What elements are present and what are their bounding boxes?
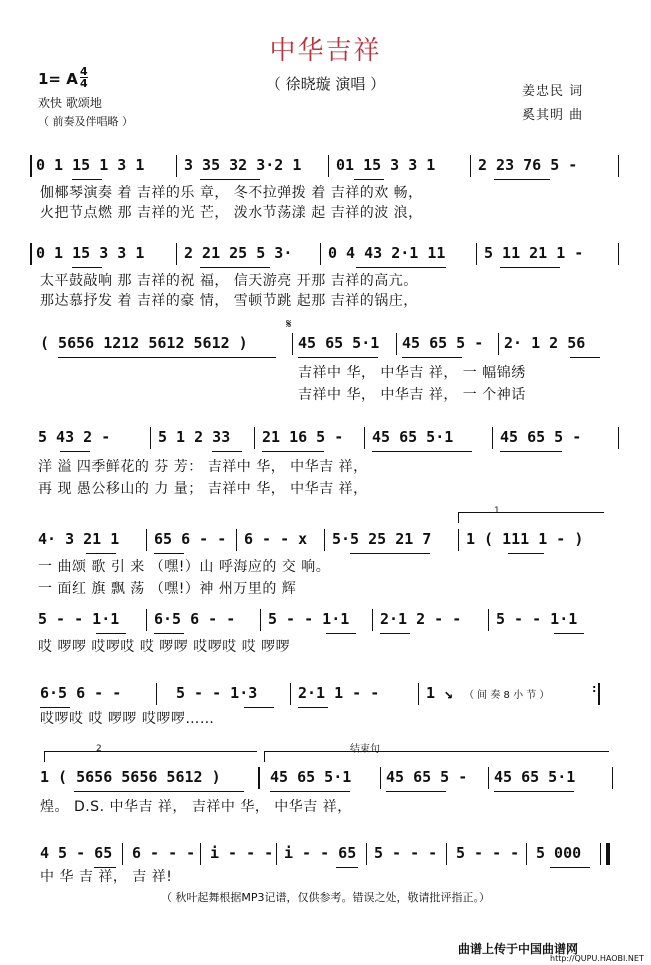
- measure: 5 - - 1·1: [496, 610, 578, 628]
- barline: [30, 155, 32, 177]
- measure: 45 65 5·1: [298, 334, 380, 352]
- time-signature-bottom: 4: [80, 77, 88, 90]
- beam: [244, 707, 274, 708]
- barline: [254, 427, 255, 449]
- barline: [290, 683, 291, 705]
- score-row-3: [0, 330, 651, 356]
- barline: [618, 427, 619, 449]
- beam: [298, 357, 378, 358]
- barline: [366, 843, 367, 865]
- lyric-line-1: 一 曲颂 歌 引 来 （嘿!）山 呼海应的 交 响。: [38, 559, 331, 575]
- measure: 65 6 - -: [154, 530, 227, 548]
- beam: [212, 451, 242, 452]
- barline: [146, 529, 147, 551]
- barline: [364, 427, 365, 449]
- beam: [500, 451, 562, 452]
- barline: [324, 529, 325, 551]
- beam: [72, 179, 102, 180]
- measure: 45 65 5 -: [500, 428, 582, 446]
- measure: i - - 65: [284, 844, 357, 862]
- measure: 5 - - 1·1: [38, 610, 120, 628]
- barline: [380, 767, 381, 789]
- beam: [326, 633, 356, 634]
- lyric-line-2: 再 现 愚公移山的 力 量； 吉祥中 华， 中华吉 祥，: [38, 481, 368, 497]
- measure: 0 4 43 2·1 11: [328, 244, 446, 262]
- barline: [618, 155, 619, 177]
- song-title: 中华吉祥: [269, 36, 382, 66]
- composer-credit: 奚其明 曲: [522, 108, 584, 123]
- barline: [526, 843, 527, 865]
- repeat-barline: [258, 767, 260, 789]
- barline: [176, 243, 177, 265]
- measure: 2· 1 2 56: [504, 334, 586, 352]
- lyric-line-1: 中 华 吉 祥， 吉 祥!: [40, 869, 173, 885]
- score-row-2: [0, 240, 651, 266]
- measure: 45 65 5 -: [386, 768, 468, 786]
- measure: 6·5 6 - -: [154, 610, 236, 628]
- time-signature-top: 4: [80, 65, 88, 78]
- measure: 01 15 3 3 1: [336, 156, 436, 174]
- beam: [298, 707, 328, 708]
- barline: [446, 843, 447, 865]
- barline: [488, 609, 489, 631]
- measure: 5 - - -: [456, 844, 520, 862]
- measure: 3 35 32 3·2 1: [184, 156, 302, 174]
- barline: [612, 767, 613, 789]
- barline: [328, 155, 329, 177]
- beam: [96, 633, 126, 634]
- measure: 0 1 15 3 3 1: [36, 244, 145, 262]
- key-signature: 1= A: [38, 70, 78, 88]
- measure: 5 43 2 -: [38, 428, 111, 446]
- score-row-9: [0, 840, 651, 866]
- first-ending-number: 1: [494, 506, 500, 516]
- segno-sign: 𝄋: [286, 317, 292, 332]
- barline: [146, 609, 147, 631]
- lyric-line-2: 一 面红 旗 飘 荡 （嘿!）神 州万里的 辉: [38, 581, 297, 597]
- measure: 45 65 5·1: [494, 768, 576, 786]
- measure: 4· 3 21 1: [38, 530, 120, 548]
- measure: 2·1 2 - -: [380, 610, 462, 628]
- beam: [60, 451, 90, 452]
- beam: [58, 357, 276, 358]
- measure: 21 16 5 -: [262, 428, 344, 446]
- barline: [200, 843, 201, 865]
- beam: [200, 267, 270, 268]
- beam: [154, 633, 184, 634]
- barline: [30, 243, 32, 265]
- time-signature: [80, 66, 88, 89]
- repeat-barline: [598, 683, 600, 705]
- measure: i - - -: [210, 844, 274, 862]
- beam: [200, 179, 260, 180]
- coda-label: 结束句: [350, 744, 380, 755]
- lyric-line-1: 洋 溢 四季鲜花的 芬 芳： 吉祥中 华， 中华吉 祥，: [38, 459, 368, 475]
- barline: [418, 683, 419, 705]
- tempo-marking: 欢快 歌颂地: [38, 96, 102, 110]
- beam: [262, 451, 324, 452]
- measure: 5 000: [536, 844, 582, 862]
- measure: 5 - - 1·3: [176, 684, 258, 702]
- score-row-7: [0, 680, 651, 706]
- score-row-5: [0, 526, 651, 552]
- measure: 5 11 21 1 -: [484, 244, 584, 262]
- transcription-note: （ 秋叶起舞根据MP3记谱，仅供参考。错误之处，敬请批评指正。）: [160, 891, 491, 904]
- measure: 6 - - -: [132, 844, 196, 862]
- final-barline-thin: [600, 843, 601, 865]
- beam: [570, 357, 600, 358]
- beam: [154, 553, 184, 554]
- final-barline-thick: [606, 843, 610, 865]
- performer-credit: （ 徐晓璇 演唱 ）: [265, 75, 386, 93]
- barline: [292, 333, 293, 355]
- beam: [372, 451, 472, 452]
- measure: 1 ↘: [426, 684, 454, 702]
- lyricist-credit: 姜忠民 词: [522, 84, 584, 99]
- lyric-line-1: 伽椰琴演奏 着 吉祥的乐 章， 冬不拉弹拨 着 吉祥的欢 畅，: [40, 185, 423, 201]
- measure: 45 65 5·1: [270, 768, 352, 786]
- barline: [488, 767, 489, 789]
- barline: [396, 333, 397, 355]
- measure: 45 65 5 -: [402, 334, 484, 352]
- barline: [260, 609, 261, 631]
- beam: [74, 791, 244, 792]
- watermark-url: http://QUPU.HAOBI.NET: [550, 954, 644, 963]
- measure: 0 1 15 1 3 1: [36, 156, 145, 174]
- repeat-dots: :: [592, 682, 597, 695]
- beam: [402, 357, 462, 358]
- barline: [458, 529, 459, 551]
- beam: [354, 179, 384, 180]
- interlude-note: （ 间 奏 8 小 节 ）: [464, 690, 550, 701]
- barline: [372, 609, 373, 631]
- measure: 2·1 1 - -: [298, 684, 380, 702]
- measure: ( 5656 1212 5612 5612 ): [40, 334, 248, 352]
- beam: [72, 267, 102, 268]
- beam: [554, 633, 584, 634]
- beam: [550, 867, 590, 868]
- barline: [150, 427, 151, 449]
- measure: 5 - - 1·1: [268, 610, 350, 628]
- beam: [356, 267, 446, 268]
- measure: 2 21 25 5 3·: [184, 244, 293, 262]
- second-ending-bracket: [44, 751, 257, 762]
- measure: 2 23 76 5 -: [478, 156, 578, 174]
- barline: [176, 155, 177, 177]
- coda-bracket: [264, 751, 609, 762]
- measure: 1 ( 5656 5656 5612 ): [40, 768, 221, 786]
- barline: [320, 243, 321, 265]
- lyric-line-2: 那达慕抒发 着 吉祥的豪 情， 雪顿节跳 起那 吉祥的锅庄，: [40, 293, 418, 309]
- beam: [270, 791, 350, 792]
- lyric-line-1: 哎啰哎 哎 啰啰 哎啰啰……: [40, 711, 215, 727]
- barline: [276, 843, 277, 865]
- score-row-6: [0, 606, 651, 632]
- barline: [122, 843, 123, 865]
- score-row-1: [0, 152, 651, 178]
- first-ending-bracket: [458, 512, 604, 523]
- beam: [386, 791, 446, 792]
- measure: 4 5 - 65: [40, 844, 113, 862]
- lyric-line-2: 吉祥中 华， 中华吉 祥， 一 个神话: [298, 387, 526, 403]
- beam: [336, 867, 358, 868]
- beam: [500, 267, 560, 268]
- measure: 6 - - x: [244, 530, 308, 548]
- beam: [350, 553, 430, 554]
- lyric-line-1: 吉祥中 华， 中华吉 祥， 一 幅锦绣: [298, 365, 526, 381]
- lyric-line-1: 哎 啰啰 哎啰哎 哎 啰啰 哎啰哎 哎 啰啰: [38, 639, 291, 655]
- measure: 45 65 5·1: [372, 428, 454, 446]
- second-ending-number: 2: [96, 744, 102, 754]
- intro-note: （ 前奏及伴唱略 ）: [38, 115, 133, 128]
- barline: [618, 243, 619, 265]
- score-row-8: [0, 764, 651, 790]
- barline: [156, 683, 157, 705]
- lyric-line-1: 煌。 D.S. 中华吉 祥， 吉祥中 华， 中华吉 祥，: [40, 799, 352, 815]
- lyric-line-1: 太平鼓敲响 那 吉祥的祝 福， 信天游亮 开那 吉祥的高亢。: [40, 273, 418, 289]
- barline: [470, 155, 471, 177]
- measure: 6·5 6 - -: [40, 684, 122, 702]
- barline: [492, 427, 493, 449]
- barline: [498, 333, 499, 355]
- beam: [380, 633, 410, 634]
- barline: [476, 243, 477, 265]
- beam: [494, 179, 550, 180]
- measure: 5 - - -: [374, 844, 438, 862]
- beam: [508, 553, 544, 554]
- lyric-line-2: 火把节点燃 那 吉祥的光 芒， 泼水节荡漾 起 吉祥的波 浪，: [40, 205, 423, 221]
- measure: 1 ( 111 1 - ): [466, 530, 584, 548]
- beam: [86, 553, 116, 554]
- watermark-text: 曲谱上传于中国曲谱网: [458, 942, 579, 956]
- barline: [236, 529, 237, 551]
- measure: 5 1 2 33: [158, 428, 231, 446]
- beam: [494, 791, 574, 792]
- score-row-4: [0, 424, 651, 450]
- measure: 5·5 25 21 7: [332, 530, 432, 548]
